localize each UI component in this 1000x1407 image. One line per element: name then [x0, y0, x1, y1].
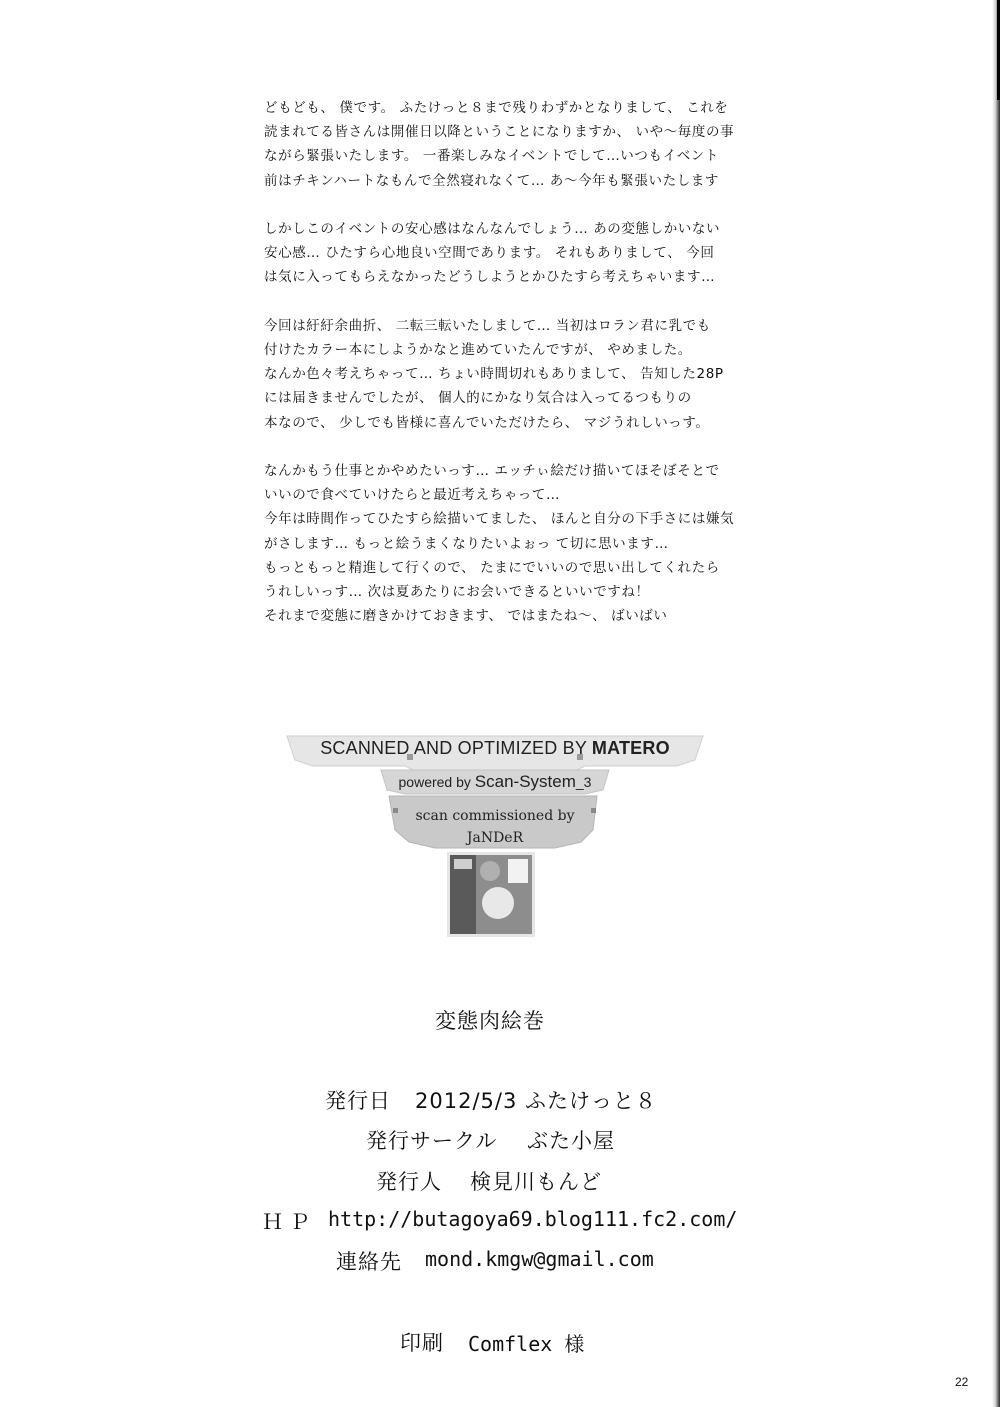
afterword-line: 読まれてる皆さんは開催日以降ということになりますか、 いや〜毎度の事 [264, 124, 735, 141]
afterword-line: いいので食べていけたらと最近考えちゃって… [264, 487, 561, 504]
cover-thumbnail-image [447, 852, 535, 937]
powered-by-text: powered by Scan-System_3 [398, 772, 592, 791]
afterword-text [264, 96, 734, 653]
afterword-line: ながら緊張いたします。 一番楽しみなイベントでして…いつもイベント [264, 148, 720, 165]
afterword-paragraph-4 [264, 459, 734, 628]
afterword-line: なんかもう仕事とかやめたいっす… エッチぃ絵だけ描いてほそぼそとで [264, 463, 720, 479]
contact-email[interactable]: mond.kmgw@gmail.com [425, 1247, 654, 1271]
afterword-line: 今回は紆紆余曲折、 二転三転いたしまして… 当初はロラン君に乳でも [264, 317, 711, 334]
scanned-by-text: SCANNED AND OPTIMIZED BY MATERO [320, 738, 670, 758]
commissioner-name: JaNDeR [466, 830, 524, 846]
printer-value: Comflex 様 [468, 1332, 585, 1356]
page-edge-shadow [992, 0, 1000, 1407]
afterword-line: 本なので、 少しでも皆様に喜んでいただけたら、 マジうれしいっす。 [264, 414, 710, 431]
homepage-label: ＨＰ [262, 1210, 316, 1234]
printer-label: 印刷 [400, 1331, 444, 1355]
afterword-line: 安心感… ひたすら心地良い空間であります。 それもありまして、 今回 [264, 245, 715, 262]
contact-label: 連絡先 [336, 1250, 402, 1274]
afterword-line: それまで変態に磨きかけておきます、 ではまたね〜、 ばいばい [264, 608, 668, 625]
afterword-line: 今年は時間作ってひたすら絵描いてました、 ほんと自分の下手さには嫌気 [264, 511, 735, 528]
afterword-line: がさします… もっと絵うまくなりたいよぉっ て切に思います… [264, 535, 669, 552]
afterword-paragraph-2 [264, 217, 734, 290]
afterword-line: 付けたカラー本にしようかなと進めていたんですが、 やめました。 [264, 342, 692, 358]
book-title: 変態肉絵巻 [435, 1009, 545, 1033]
afterword-line: なんか色々考えちゃって… ちょい時間切れもありまして、 告知した28P [264, 366, 724, 383]
circle-label: 発行サークル [366, 1129, 498, 1153]
afterword-line: もっともっと精進して行くので、 たまにでいいので思い出してくれたら [264, 559, 720, 576]
afterword-line: どもども、 僕です。 ふたけっと８まで残りわずかとなりまして、 これを [264, 100, 729, 116]
page-number: 22 [955, 1375, 969, 1389]
author-value: 検見川もんど [470, 1170, 602, 1194]
afterword-paragraph-1 [264, 96, 734, 193]
commissioned-by-text: scan commissioned by [415, 808, 575, 824]
scan-credit-banner [285, 730, 705, 945]
publish-date-value: 2012/5/3 ふたけっと８ [415, 1089, 657, 1113]
afterword-line: には届きませんでしたが、 個人的にかなり気合は入ってるつもりの [264, 390, 692, 407]
circle-value: ぶた小屋 [527, 1129, 615, 1153]
publish-date-label: 発行日 [325, 1089, 391, 1113]
afterword-line: うれしいっす… 次は夏あたりにお会いできるといいですね！ [264, 584, 650, 601]
homepage-url[interactable]: http://butagoya69.blog111.fc2.com/ [328, 1207, 738, 1231]
author-label: 発行人 [376, 1170, 442, 1194]
afterword-line: は気に入ってもらえなかったどうしようとかひたすら考えちゃいます… [264, 269, 716, 286]
afterword-line: 前はチキンハートなもんで全然寝れなくて… あ〜今年も緊張いたします [264, 172, 720, 189]
afterword-line: しかしこのイベントの安心感はなんなんでしょう… あの変態しかいない [264, 221, 721, 237]
afterword-paragraph-3 [264, 314, 734, 435]
